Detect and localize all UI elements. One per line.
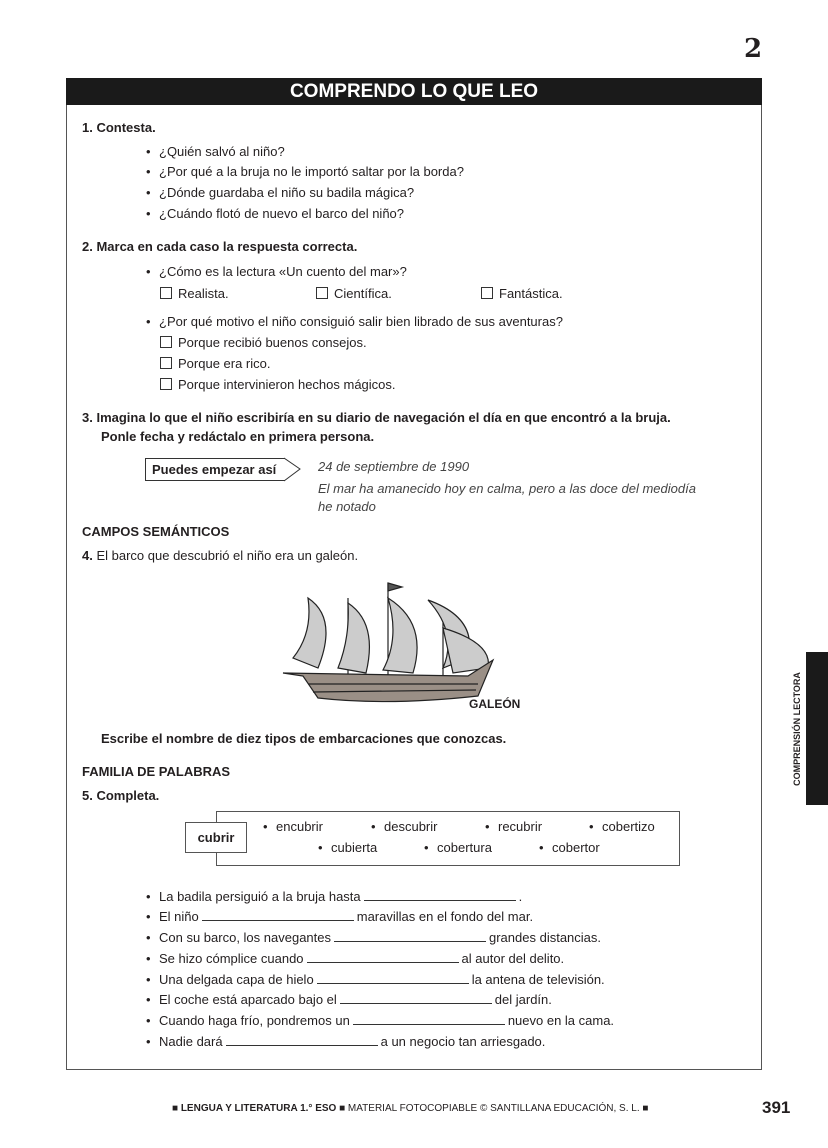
word-item: • descubrir <box>384 819 437 835</box>
diary-date: 24 de septiembre de 1990 <box>318 459 470 474</box>
blank-input[interactable] <box>226 1034 378 1046</box>
arrow-icon <box>284 457 304 482</box>
q4-number: 4. <box>82 548 93 563</box>
q2-label: 2. Marca en cada caso la respuesta correcta. <box>82 239 358 254</box>
option-label: Porque recibió buenos consejos. <box>178 335 367 350</box>
side-tab-label <box>786 652 808 805</box>
sentence-text: Cuando haga frío, pondremos un <box>159 1013 350 1028</box>
checkbox[interactable] <box>160 336 172 348</box>
sentence-text: grandes distancias. <box>489 930 602 945</box>
blank-input[interactable] <box>340 992 492 1004</box>
sentence-text: El niño <box>159 909 199 924</box>
list-item: • ¿Cómo es la lectura «Un cuento del mar»? <box>159 264 407 280</box>
word-item: • cobertura <box>437 840 492 856</box>
option-magicos[interactable] <box>160 377 396 393</box>
sentence-text: del jardín. <box>494 992 552 1007</box>
option-fantastica[interactable] <box>481 286 563 302</box>
option-rico[interactable] <box>160 356 271 372</box>
image-caption: GALEÓN <box>469 697 521 711</box>
sentence-text: maravillas en el fondo del mar. <box>356 909 534 924</box>
word-item: • recubrir <box>498 819 542 835</box>
sentence <box>159 972 605 988</box>
sentence-text: . <box>518 889 523 904</box>
diary-text: El mar ha amanecido hoy en calma, pero a las doce del mediodía <box>318 481 696 496</box>
section-heading: CAMPOS SEMÁNTICOS <box>82 524 230 539</box>
diary-text: he notado <box>318 499 376 514</box>
word-item: • encubrir <box>276 819 323 835</box>
checkbox[interactable] <box>160 287 172 299</box>
sentence <box>159 930 601 946</box>
sentence-text: al autor del delito. <box>461 951 565 966</box>
word-item: • cobertor <box>552 840 600 856</box>
hint-label: Puedes empezar así <box>145 458 285 481</box>
blank-input[interactable] <box>202 909 354 921</box>
q4-instruction: Escribe el nombre de diez tipos de embarcaciones que conozcas. <box>101 731 507 746</box>
footer <box>172 1101 648 1117</box>
blank-input[interactable] <box>353 1013 505 1025</box>
q4-text <box>82 548 358 564</box>
sentence-text: El coche está aparcado bajo el <box>159 992 337 1007</box>
sentence <box>159 951 564 967</box>
sentence-text: La badila persiguió a la bruja hasta <box>159 889 361 904</box>
option-consejos[interactable] <box>160 335 367 351</box>
galleon-illustration <box>278 578 503 714</box>
sentence <box>159 889 522 905</box>
sentence-text: Con su barco, los navegantes <box>159 930 331 945</box>
option-label: Porque intervinieron hechos mágicos. <box>178 377 396 392</box>
list-item: • ¿Quién salvó al niño? <box>159 144 285 160</box>
checkbox[interactable] <box>481 287 493 299</box>
checkbox[interactable] <box>160 357 172 369</box>
footer-copyright: MATERIAL FOTOCOPIABLE © SANTILLANA EDUCACIÓN, S. L. ■ <box>345 1103 649 1114</box>
blank-input[interactable] <box>317 972 469 984</box>
sentence <box>159 992 552 1008</box>
page-number: 391 <box>762 1098 791 1117</box>
option-label: Científica. <box>334 286 392 301</box>
q3-line1: 3. Imagina lo que el niño escribiría en su diario de navegación el día en que encontró a la bruja. <box>82 410 671 425</box>
sentence <box>159 909 533 925</box>
sentence <box>159 1013 614 1029</box>
option-label: Fantástica. <box>499 286 563 301</box>
q3-line2: Ponle fecha y redáctalo en primera persona. <box>101 429 375 444</box>
sentence-text: la antena de televisión. <box>471 972 605 987</box>
q5-label: 5. Completa. <box>82 788 160 803</box>
list-item: • ¿Cuándo flotó de nuevo el barco del niño? <box>159 206 404 222</box>
list-item: • ¿Por qué motivo el niño consiguió salir bien librado de sus aventuras? <box>159 314 563 330</box>
sentence-text: Una delgada capa de hielo <box>159 972 314 987</box>
sentence-text: a un negocio tan arriesgado. <box>380 1034 546 1049</box>
list-item: • ¿Por qué a la bruja no le importó saltar por la borda? <box>159 164 464 180</box>
footer-course: ■ LENGUA Y LITERATURA 1.° ESO ■ <box>172 1103 346 1114</box>
unit-number: 2 <box>744 34 763 64</box>
word-item: • cubierta <box>331 840 377 856</box>
q1-label: 1. Contesta. <box>82 120 156 135</box>
side-tab <box>806 652 828 805</box>
option-realista[interactable] <box>160 286 229 302</box>
blank-input[interactable] <box>334 930 486 942</box>
blank-input[interactable] <box>307 951 459 963</box>
sentence-text: Se hizo cómplice cuando <box>159 951 304 966</box>
page-title: COMPRENDO LO QUE LEO <box>66 78 762 105</box>
checkbox[interactable] <box>316 287 328 299</box>
side-tab-text: COMPRENSIÓN LECTORA <box>792 671 802 786</box>
word-item: • cobertizo <box>602 819 655 835</box>
blank-input[interactable] <box>364 889 516 901</box>
checkbox[interactable] <box>160 378 172 390</box>
option-cientifica[interactable] <box>316 286 392 302</box>
sentence-text: Nadie dará <box>159 1034 223 1049</box>
sentence <box>159 1034 545 1050</box>
option-label: Porque era rico. <box>178 356 271 371</box>
sentence-text: nuevo en la cama. <box>507 1013 615 1028</box>
section-heading: FAMILIA DE PALABRAS <box>82 764 231 779</box>
q4-statement: El barco que descubrió el niño era un galeón. <box>96 548 359 563</box>
root-word: cubrir <box>185 822 247 853</box>
option-label: Realista. <box>178 286 229 301</box>
list-item: • ¿Dónde guardaba el niño su badila mágica? <box>159 185 414 201</box>
